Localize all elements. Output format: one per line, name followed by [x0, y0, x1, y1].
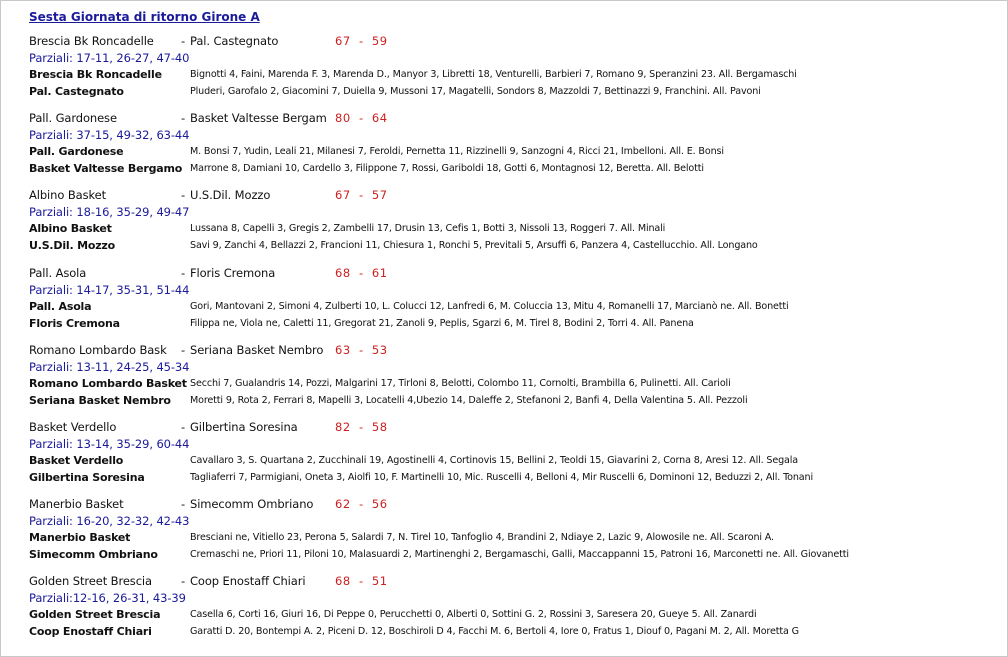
- match-block: [29, 265, 999, 337]
- away-score: 53: [371, 343, 388, 357]
- roster-players: Lussana 8, Capelli 3, Gregis 2, Zambelli 17, Drusin 13, Cefis 1, Botti 3, Nissoli 13, Roggeri 7. All. Minali: [190, 223, 666, 234]
- roster-players: Secchi 7, Gualandris 14, Pozzi, Malgarini 17, Tirloni 8, Belotti, Colombo 11, Cornolti, Brambilla 6, Pulinetti. All. Carioli: [190, 378, 731, 389]
- roster-players: Bresciani ne, Vitiello 23, Perona 5, Salardi 7, N. Tirel 10, Tanfoglio 4, Brandini 2, Ndiaye 2, Lazic 9, Alowosile ne. All. Scaroni A.: [190, 532, 774, 543]
- roster-players: Garatti D. 20, Bontempi A. 2, Piceni D. 12, Boschiroli D 4, Facchi M. 6, Bertoli 4, Iore 0, Fratus 1, Diouf 0, Pagani M. 2, All. Moretta G: [190, 626, 799, 637]
- away-team: Pal. Castegnato: [190, 34, 279, 48]
- roster-team-name: U.S.Dil. Mozzo: [29, 239, 115, 252]
- home-team: Basket Verdello: [29, 420, 117, 434]
- partial-scores: Parziali: 13-14, 35-29, 60-44: [29, 437, 190, 451]
- match-block: [29, 342, 999, 414]
- roster-players: Cremaschi ne, Priori 11, Piloni 10, Malasuardi 2, Martinenghi 2, Bergamaschi, Galli, Maccappanni 15, Patroni 16, Marconetti ne. All. Giovanetti: [190, 549, 849, 560]
- roster-team-name: Golden Street Brescia: [29, 608, 161, 621]
- partial-scores: Parziali: 37-15, 49-32, 63-44: [29, 128, 190, 142]
- final-score: [335, 496, 388, 512]
- roster-players: Tagliaferri 7, Parmigiani, Oneta 3, Aiolfi 10, F. Martinelli 10, Mic. Ruscelli 4, Belloni 4, Mir Ruscelli 6, Dominoni 12, Beduzzi 2, All. Tonani: [190, 472, 813, 483]
- home-score: 80: [335, 111, 351, 125]
- roster-team-name: Floris Cremona: [29, 317, 120, 330]
- final-score: [335, 419, 388, 435]
- roster-team-name: Seriana Basket Nembro: [29, 394, 171, 407]
- home-score: 67: [335, 34, 351, 48]
- home-score: 67: [335, 188, 351, 202]
- away-team: Basket Valtesse Bergam: [190, 111, 327, 125]
- home-score: 63: [335, 343, 351, 357]
- home-team: Pall. Asola: [29, 266, 87, 280]
- roster-players: Marrone 8, Damiani 10, Cardello 3, Filippone 7, Rossi, Gariboldi 18, Gotti 6, Montagnosi 12, Beretta. All. Belotti: [190, 163, 704, 174]
- away-score: 61: [371, 266, 388, 280]
- roster-players: Casella 6, Corti 16, Giuri 16, Di Peppe 0, Perucchetti 0, Alberti 0, Sottini G. 2, Rossini 3, Saresera 20, Gueye 5. All. Zanardi: [190, 609, 757, 620]
- roster-players: M. Bonsi 7, Yudin, Leali 21, Milanesi 7, Feroldi, Pernetta 11, Rizzinelli 9, Sanzogni 4, Ricci 21, Imbelloni. All. E. Bonsi: [190, 146, 724, 157]
- home-team: Golden Street Brescia: [29, 574, 152, 588]
- versus-separator: -: [181, 34, 186, 48]
- roster-team-name: Pall. Asola: [29, 300, 92, 313]
- roster-players: Bignotti 4, Faini, Marenda F. 3, Marenda D., Manyor 3, Libretti 18, Venturelli, Barbieri 7, Romano 9, Speranzini 23. All. Bergamaschi: [190, 69, 797, 80]
- score-separator: -: [358, 343, 364, 357]
- home-team: Albino Basket: [29, 188, 106, 202]
- partial-scores: Parziali: 17-11, 26-27, 47-40: [29, 51, 190, 65]
- roster-players: Filippa ne, Viola ne, Caletti 11, Gregorat 21, Zanoli 9, Peplis, Sgarzi 6, M. Tirel 8, Bodini 2, Torri 4. All. Panena: [190, 318, 694, 329]
- away-score: 59: [371, 34, 388, 48]
- roster-team-name: Pal. Castegnato: [29, 85, 124, 98]
- score-separator: -: [358, 266, 364, 280]
- score-separator: -: [358, 34, 364, 48]
- home-score: 62: [335, 497, 351, 511]
- roster-players: Savi 9, Zanchi 4, Bellazzi 2, Francioni 11, Chiesura 1, Ronchi 5, Previtali 5, Arsuffi 6, Panzera 4, Castellucchio. All. Longano: [190, 240, 758, 251]
- match-block: [29, 110, 999, 182]
- score-separator: -: [358, 497, 364, 511]
- home-team: Brescia Bk Roncadelle: [29, 34, 154, 48]
- roster-team-name: Gilbertina Soresina: [29, 471, 145, 484]
- score-separator: -: [358, 111, 364, 125]
- roster-team-name: Basket Valtesse Bergamo: [29, 162, 183, 175]
- match-block: [29, 496, 999, 568]
- away-team: Gilbertina Soresina: [190, 420, 298, 434]
- versus-separator: -: [181, 574, 186, 588]
- final-score: [335, 573, 388, 589]
- match-block: [29, 187, 999, 259]
- partial-scores: Parziali: 13-11, 24-25, 45-34: [29, 360, 190, 374]
- roster-team-name: Albino Basket: [29, 222, 112, 235]
- versus-separator: -: [181, 111, 186, 125]
- versus-separator: -: [181, 188, 186, 202]
- away-score: 64: [371, 111, 388, 125]
- roster-team-name: Simecomm Ombriano: [29, 548, 158, 561]
- match-block: [29, 33, 999, 105]
- away-score: 58: [371, 420, 388, 434]
- versus-separator: -: [181, 343, 186, 357]
- score-separator: -: [358, 574, 364, 588]
- home-team: Manerbio Basket: [29, 497, 124, 511]
- roster-players: Moretti 9, Rota 2, Ferrari 8, Mapelli 3, Locatelli 4,Ubezio 14, Daleffe 2, Stefanoni 2, Banfi 4, Della Valentina 5. All. Pezzoli: [190, 395, 748, 406]
- page-title[interactable]: Sesta Giornata di ritorno Girone A: [29, 10, 260, 24]
- partial-scores: Parziali:12-16, 26-31, 43-39: [29, 591, 186, 605]
- final-score: [335, 265, 388, 281]
- home-score: 68: [335, 266, 351, 280]
- partial-scores: Parziali: 16-20, 32-32, 42-43: [29, 514, 190, 528]
- match-block: [29, 419, 999, 491]
- roster-team-name: Basket Verdello: [29, 454, 124, 467]
- away-team: Simecomm Ombriano: [190, 497, 314, 511]
- final-score: [335, 187, 388, 203]
- versus-separator: -: [181, 266, 186, 280]
- roster-team-name: Romano Lombardo Basket: [29, 377, 187, 390]
- away-team: Floris Cremona: [190, 266, 276, 280]
- roster-players: Cavallaro 3, S. Quartana 2, Zucchinali 19, Agostinelli 4, Cortinovis 15, Bellini 2, Teoldi 15, Giavarini 2, Corna 8, Aresi 12. All. Segala: [190, 455, 799, 466]
- home-team: Romano Lombardo Bask: [29, 343, 167, 357]
- roster-team-name: Coop Enostaff Chiari: [29, 625, 152, 638]
- roster-players: Pluderi, Garofalo 2, Giacomini 7, Duiella 9, Mussoni 17, Magatelli, Sondors 8, Mazzoldi 7, Bettinazzi 9, Franchini. All. Pavoni: [190, 86, 761, 97]
- final-score: [335, 33, 388, 49]
- versus-separator: -: [181, 497, 186, 511]
- final-score: [335, 110, 388, 126]
- away-score: 56: [371, 497, 388, 511]
- versus-separator: -: [181, 420, 186, 434]
- away-team: Coop Enostaff Chiari: [190, 574, 306, 588]
- away-team: Seriana Basket Nembro: [190, 343, 324, 357]
- away-score: 57: [371, 188, 388, 202]
- partial-scores: Parziali: 14-17, 35-31, 51-44: [29, 283, 190, 297]
- score-separator: -: [358, 420, 364, 434]
- home-score: 82: [335, 420, 351, 434]
- roster-team-name: Manerbio Basket: [29, 531, 131, 544]
- roster-team-name: Brescia Bk Roncadelle: [29, 68, 162, 81]
- partial-scores: Parziali: 18-16, 35-29, 49-47: [29, 205, 190, 219]
- score-separator: -: [358, 188, 364, 202]
- away-score: 51: [371, 574, 388, 588]
- home-score: 68: [335, 574, 351, 588]
- roster-players: Gori, Mantovani 2, Simoni 4, Zulberti 10, L. Colucci 12, Lanfredi 6, M. Coluccia 13, Mitu 4, Romanelli 17, Marcianò ne. All. Bonetti: [190, 301, 789, 312]
- away-team: U.S.Dil. Mozzo: [190, 188, 271, 202]
- home-team: Pall. Gardonese: [29, 111, 117, 125]
- roster-team-name: Pall. Gardonese: [29, 145, 124, 158]
- final-score: [335, 342, 388, 358]
- match-block: [29, 573, 999, 645]
